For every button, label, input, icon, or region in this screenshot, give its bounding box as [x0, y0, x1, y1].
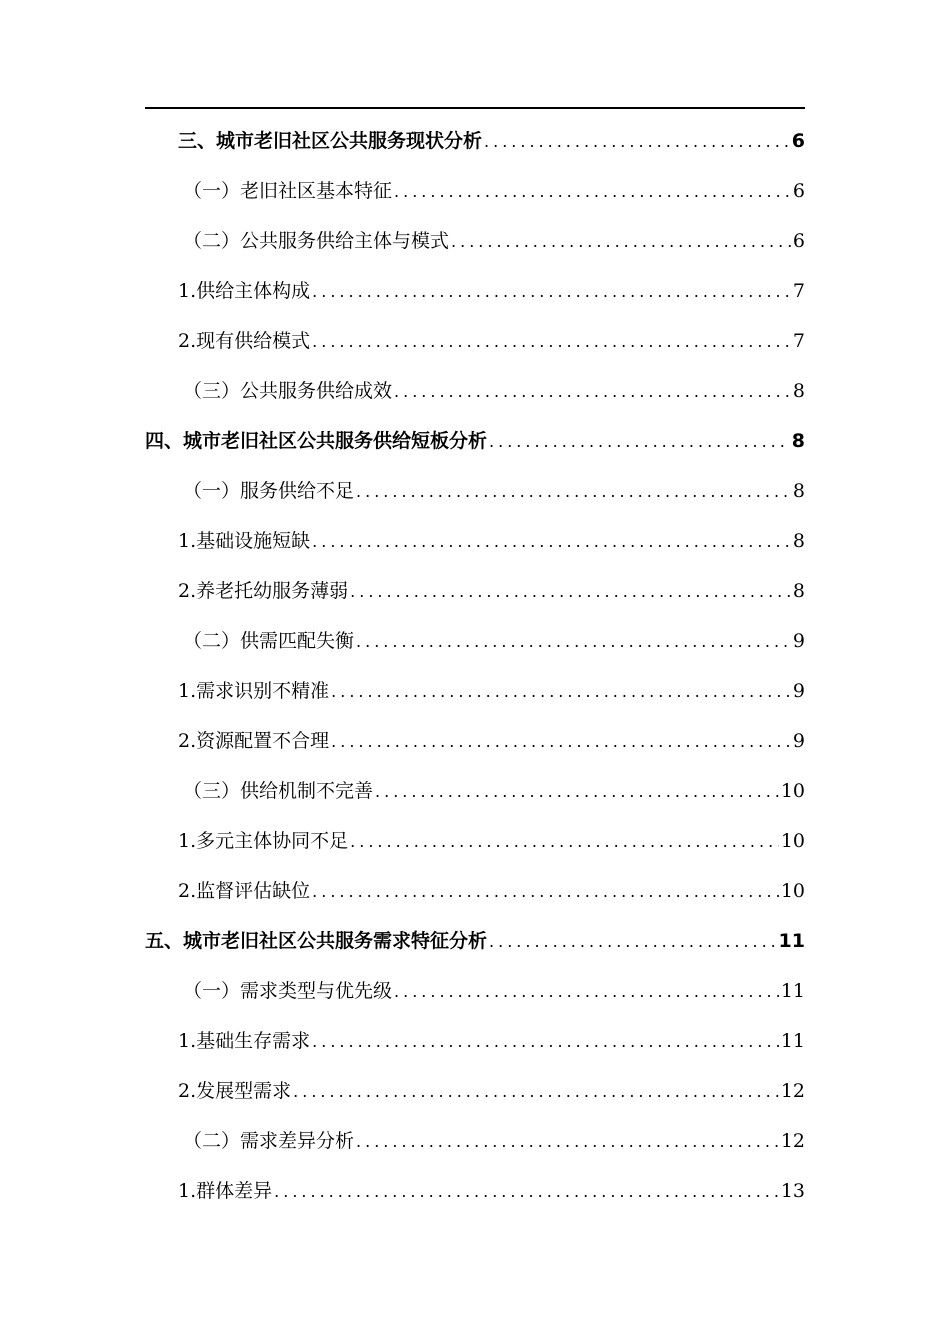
toc-entry-title: 1.基础设施短缺	[178, 530, 311, 552]
toc-entry-title: 五、城市老旧社区公共服务需求特征分析	[145, 930, 488, 952]
toc-dot-leader	[489, 422, 790, 462]
toc-entry-section[interactable]	[183, 621, 805, 661]
toc-dot-leader	[375, 772, 779, 812]
toc-entry-title: （二）需求差异分析	[183, 1130, 355, 1152]
toc-entry-page: 10	[780, 830, 805, 852]
toc-entry-page: 8	[792, 530, 805, 552]
toc-entry-subsection[interactable]	[178, 271, 805, 311]
toc-entry-subsection[interactable]	[178, 721, 805, 761]
toc-dot-leader	[274, 1172, 779, 1212]
toc-entry-subsection[interactable]	[178, 671, 805, 711]
toc-dot-leader	[312, 1022, 779, 1062]
toc-entry-section[interactable]	[183, 371, 805, 411]
toc-dot-leader	[331, 672, 791, 712]
toc-entry-title: （二）供需匹配失衡	[183, 630, 355, 652]
toc-entry-section[interactable]	[183, 1121, 805, 1161]
toc-entry-page: 9	[792, 680, 805, 702]
toc-dot-leader	[350, 572, 791, 612]
toc-entry-title: 2.监督评估缺位	[178, 880, 311, 902]
toc-entry-section[interactable]	[183, 471, 805, 511]
toc-entry-title: 1.需求识别不精准	[178, 680, 330, 702]
toc-entry-title: 四、城市老旧社区公共服务供给短板分析	[145, 430, 488, 452]
toc-entry-title: （一）服务供给不足	[183, 480, 355, 502]
toc-entry-subsection[interactable]	[178, 821, 805, 861]
toc-dot-leader	[451, 222, 791, 262]
toc-entry-title: 1.供给主体构成	[178, 280, 311, 302]
toc-entry-subsection[interactable]	[178, 521, 805, 561]
toc-entry-title: （二）公共服务供给主体与模式	[183, 230, 450, 252]
toc-entry-page: 6	[792, 230, 805, 252]
toc-entry-chapter-5[interactable]	[145, 921, 805, 961]
toc-dot-leader	[350, 822, 779, 862]
toc-entry-title: 2.养老托幼服务薄弱	[178, 580, 349, 602]
toc-entry-page: 8	[792, 380, 805, 402]
toc-dot-leader	[356, 1122, 779, 1162]
toc-entry-chapter-4[interactable]	[145, 421, 805, 461]
toc-dot-leader	[356, 622, 791, 662]
toc-dot-leader	[312, 872, 779, 912]
toc-entry-title: 2.现有供给模式	[178, 330, 311, 352]
toc-entry-subsection[interactable]	[178, 871, 805, 911]
toc-dot-leader	[394, 972, 779, 1012]
toc-entry-page: 7	[792, 280, 805, 302]
toc-entry-page: 8	[792, 580, 805, 602]
toc-entry-page: 11	[778, 930, 805, 952]
toc-dot-leader	[489, 922, 777, 962]
toc-entry-page: 6	[792, 180, 805, 202]
toc-dot-leader	[331, 722, 791, 762]
toc-dot-leader	[312, 522, 791, 562]
toc-entry-page: 9	[792, 630, 805, 652]
toc-entry-section[interactable]	[183, 771, 805, 811]
toc-dot-leader	[484, 122, 790, 162]
toc-entry-chapter-3[interactable]	[178, 121, 805, 161]
toc-entry-page: 11	[780, 1030, 805, 1052]
toc-entry-page: 12	[780, 1080, 805, 1102]
toc-dot-leader	[394, 372, 791, 412]
toc-entry-subsection[interactable]	[178, 1071, 805, 1111]
toc-entry-page: 7	[792, 330, 805, 352]
toc-entry-title: （一）老旧社区基本特征	[183, 180, 393, 202]
toc-entry-subsection[interactable]	[178, 1021, 805, 1061]
toc-dot-leader	[356, 472, 791, 512]
toc-dot-leader	[394, 172, 791, 212]
toc-entry-title: 2.发展型需求	[178, 1080, 292, 1102]
header-rule	[145, 107, 805, 109]
toc-entry-page: 10	[780, 880, 805, 902]
toc-entry-page: 13	[780, 1180, 805, 1202]
toc-entry-subsection[interactable]	[178, 1171, 805, 1211]
toc-entry-title: 2.资源配置不合理	[178, 730, 330, 752]
toc-entry-title: （三）公共服务供给成效	[183, 380, 393, 402]
toc-dot-leader	[293, 1072, 779, 1112]
toc-entry-page: 9	[792, 730, 805, 752]
toc-entry-subsection[interactable]	[178, 571, 805, 611]
toc-entry-section[interactable]	[183, 171, 805, 211]
toc-entry-subsection[interactable]	[178, 321, 805, 361]
toc-dot-leader	[312, 272, 791, 312]
toc-entry-section[interactable]	[183, 221, 805, 261]
toc-entry-page: 8	[791, 430, 805, 452]
toc-entry-title: 1.群体差异	[178, 1180, 273, 1202]
toc-entry-page: 6	[791, 130, 805, 152]
toc-entry-title: （一）需求类型与优先级	[183, 980, 393, 1002]
toc-entry-page: 8	[792, 480, 805, 502]
toc-entry-title: （三）供给机制不完善	[183, 780, 374, 802]
toc-dot-leader	[312, 322, 791, 362]
toc-entry-title: 三、城市老旧社区公共服务现状分析	[178, 130, 483, 152]
toc-entry-section[interactable]	[183, 971, 805, 1011]
toc-entry-page: 11	[780, 980, 805, 1002]
toc-entry-title: 1.基础生存需求	[178, 1030, 311, 1052]
toc-entry-page: 10	[780, 780, 805, 802]
toc-entry-page: 12	[780, 1130, 805, 1152]
toc-entry-title: 1.多元主体协同不足	[178, 830, 349, 852]
